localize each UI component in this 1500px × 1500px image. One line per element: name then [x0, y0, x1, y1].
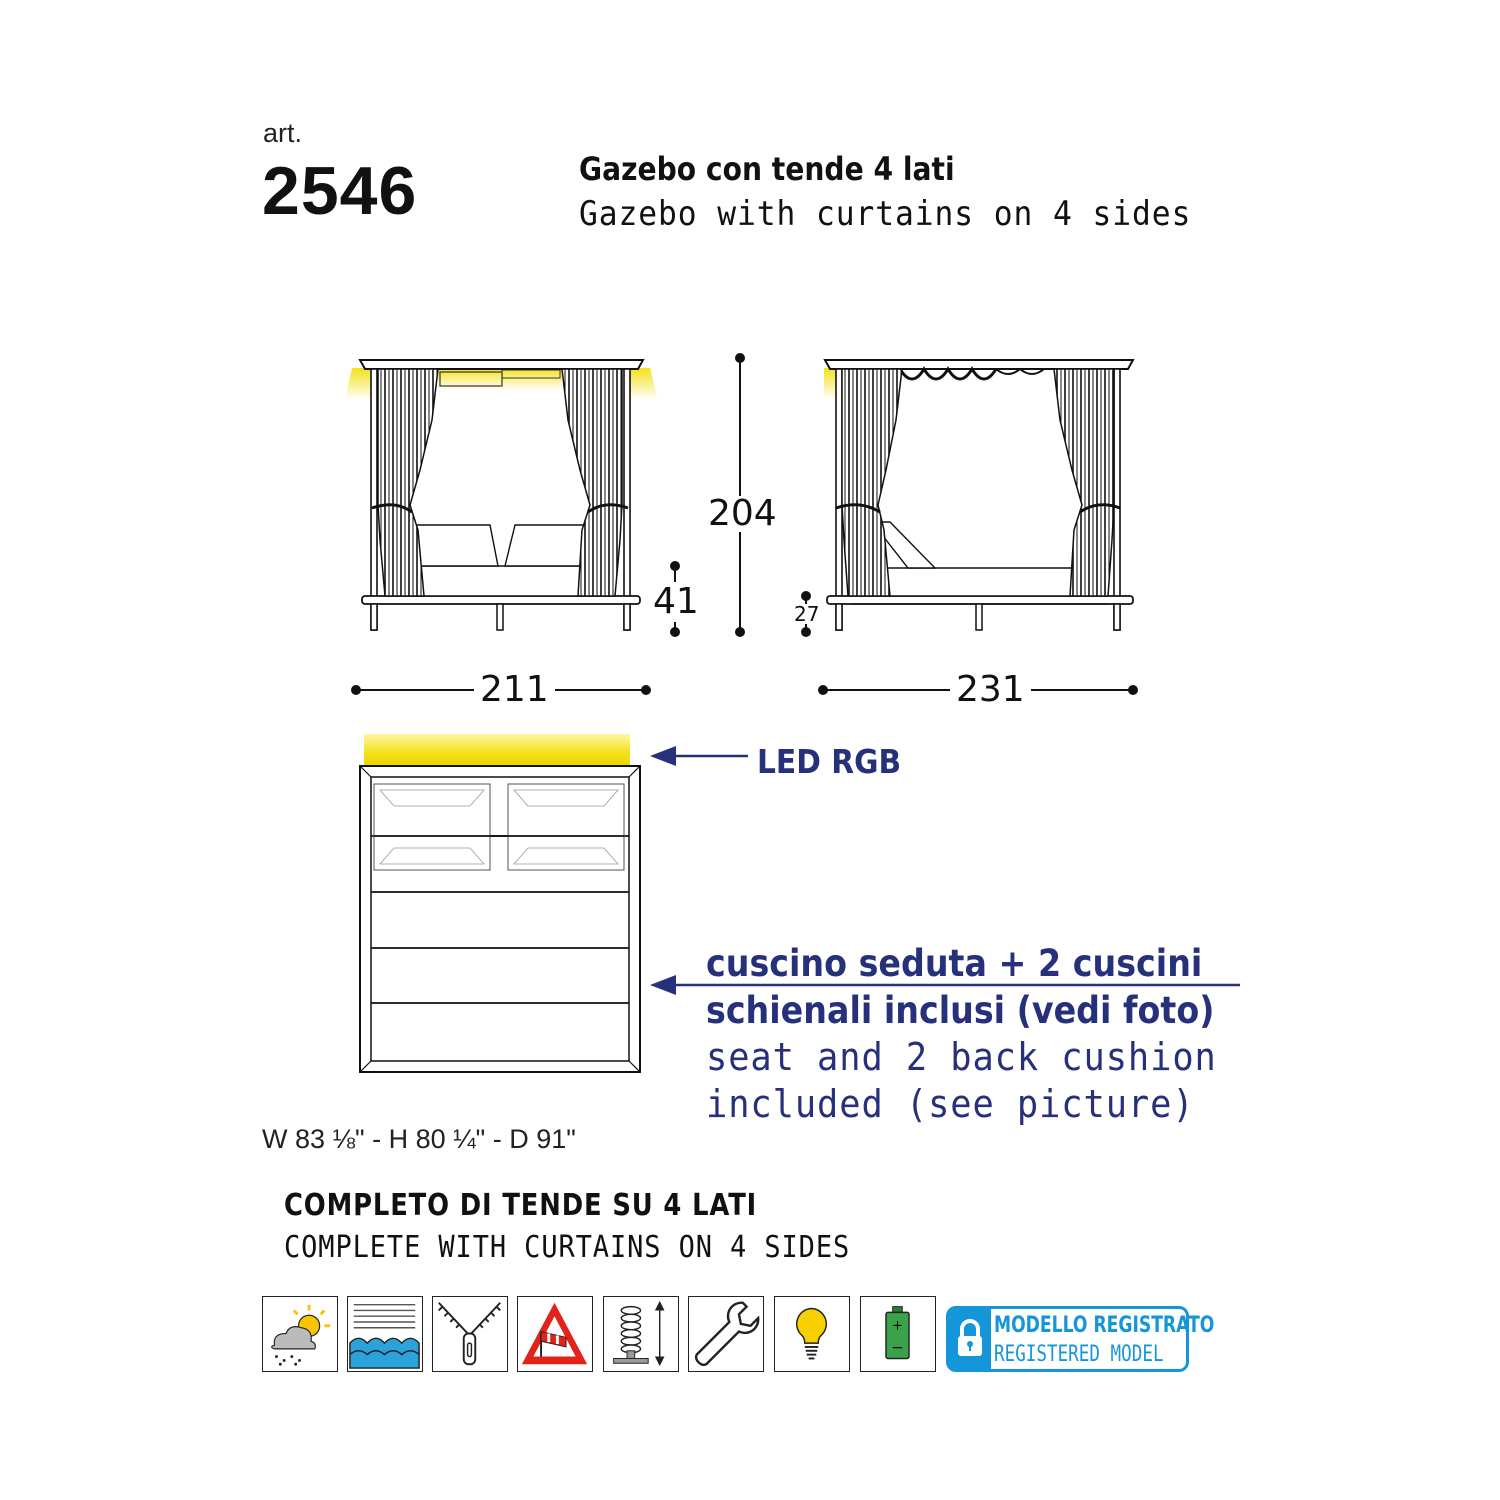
zipper-icon: [432, 1296, 508, 1372]
svg-text:+: +: [891, 1318, 904, 1334]
side-view: [824, 360, 1133, 630]
weather-icon: [262, 1296, 338, 1372]
top-view: [360, 734, 640, 1072]
adjustable-feet-icon: [603, 1296, 679, 1372]
dimension-width-front: 211: [474, 672, 555, 708]
badge-line-1: MODELLO REGISTRATO: [994, 1313, 1215, 1338]
cushion-note-it-line2: schienali inclusi (vedi foto): [706, 989, 1215, 1032]
art-label: art.: [263, 118, 303, 148]
badge-line-2: REGISTERED MODEL: [994, 1342, 1164, 1367]
led-arrow: [650, 746, 748, 766]
complete-note-english: COMPLETE WITH CURTAINS ON 4 SIDES: [284, 1230, 851, 1265]
cushion-note-it-line1: cuscino seduta + 2 cuscini: [706, 942, 1203, 985]
dimension-frame-height: 27: [794, 602, 820, 626]
registered-model-badge: [946, 1306, 1215, 1372]
dimension-height: 204: [708, 493, 777, 534]
cushion-note-en-line1: seat and 2 back cushion: [706, 1035, 1217, 1079]
article-number: 2546: [262, 153, 418, 229]
wrench-icon: [688, 1296, 764, 1372]
water-resistant-icon: [347, 1296, 423, 1372]
battery-icon: [860, 1296, 936, 1372]
svg-text:−: −: [891, 1338, 904, 1357]
imperial-dimensions: W 83 ⅛" - H 80 ¼" - D 91": [262, 1124, 576, 1154]
dimension-width-side: 231: [950, 672, 1031, 708]
cushion-note-en-line2: included (see picture): [706, 1082, 1195, 1126]
dimension-seat-height: 41: [653, 581, 699, 622]
front-view: [345, 360, 658, 630]
padlock-icon: [949, 1309, 991, 1369]
wind-warning-icon: [517, 1296, 593, 1372]
led-rgb-label: LED RGB: [757, 742, 902, 781]
title-italian: Gazebo con tende 4 lati: [579, 150, 955, 188]
title-english: Gazebo with curtains on 4 sides: [579, 194, 1192, 234]
cushion-note: [706, 940, 1271, 1128]
complete-note-italian: COMPLETO DI TENDE SU 4 LATI: [284, 1188, 758, 1223]
light-bulb-icon: [774, 1296, 850, 1372]
